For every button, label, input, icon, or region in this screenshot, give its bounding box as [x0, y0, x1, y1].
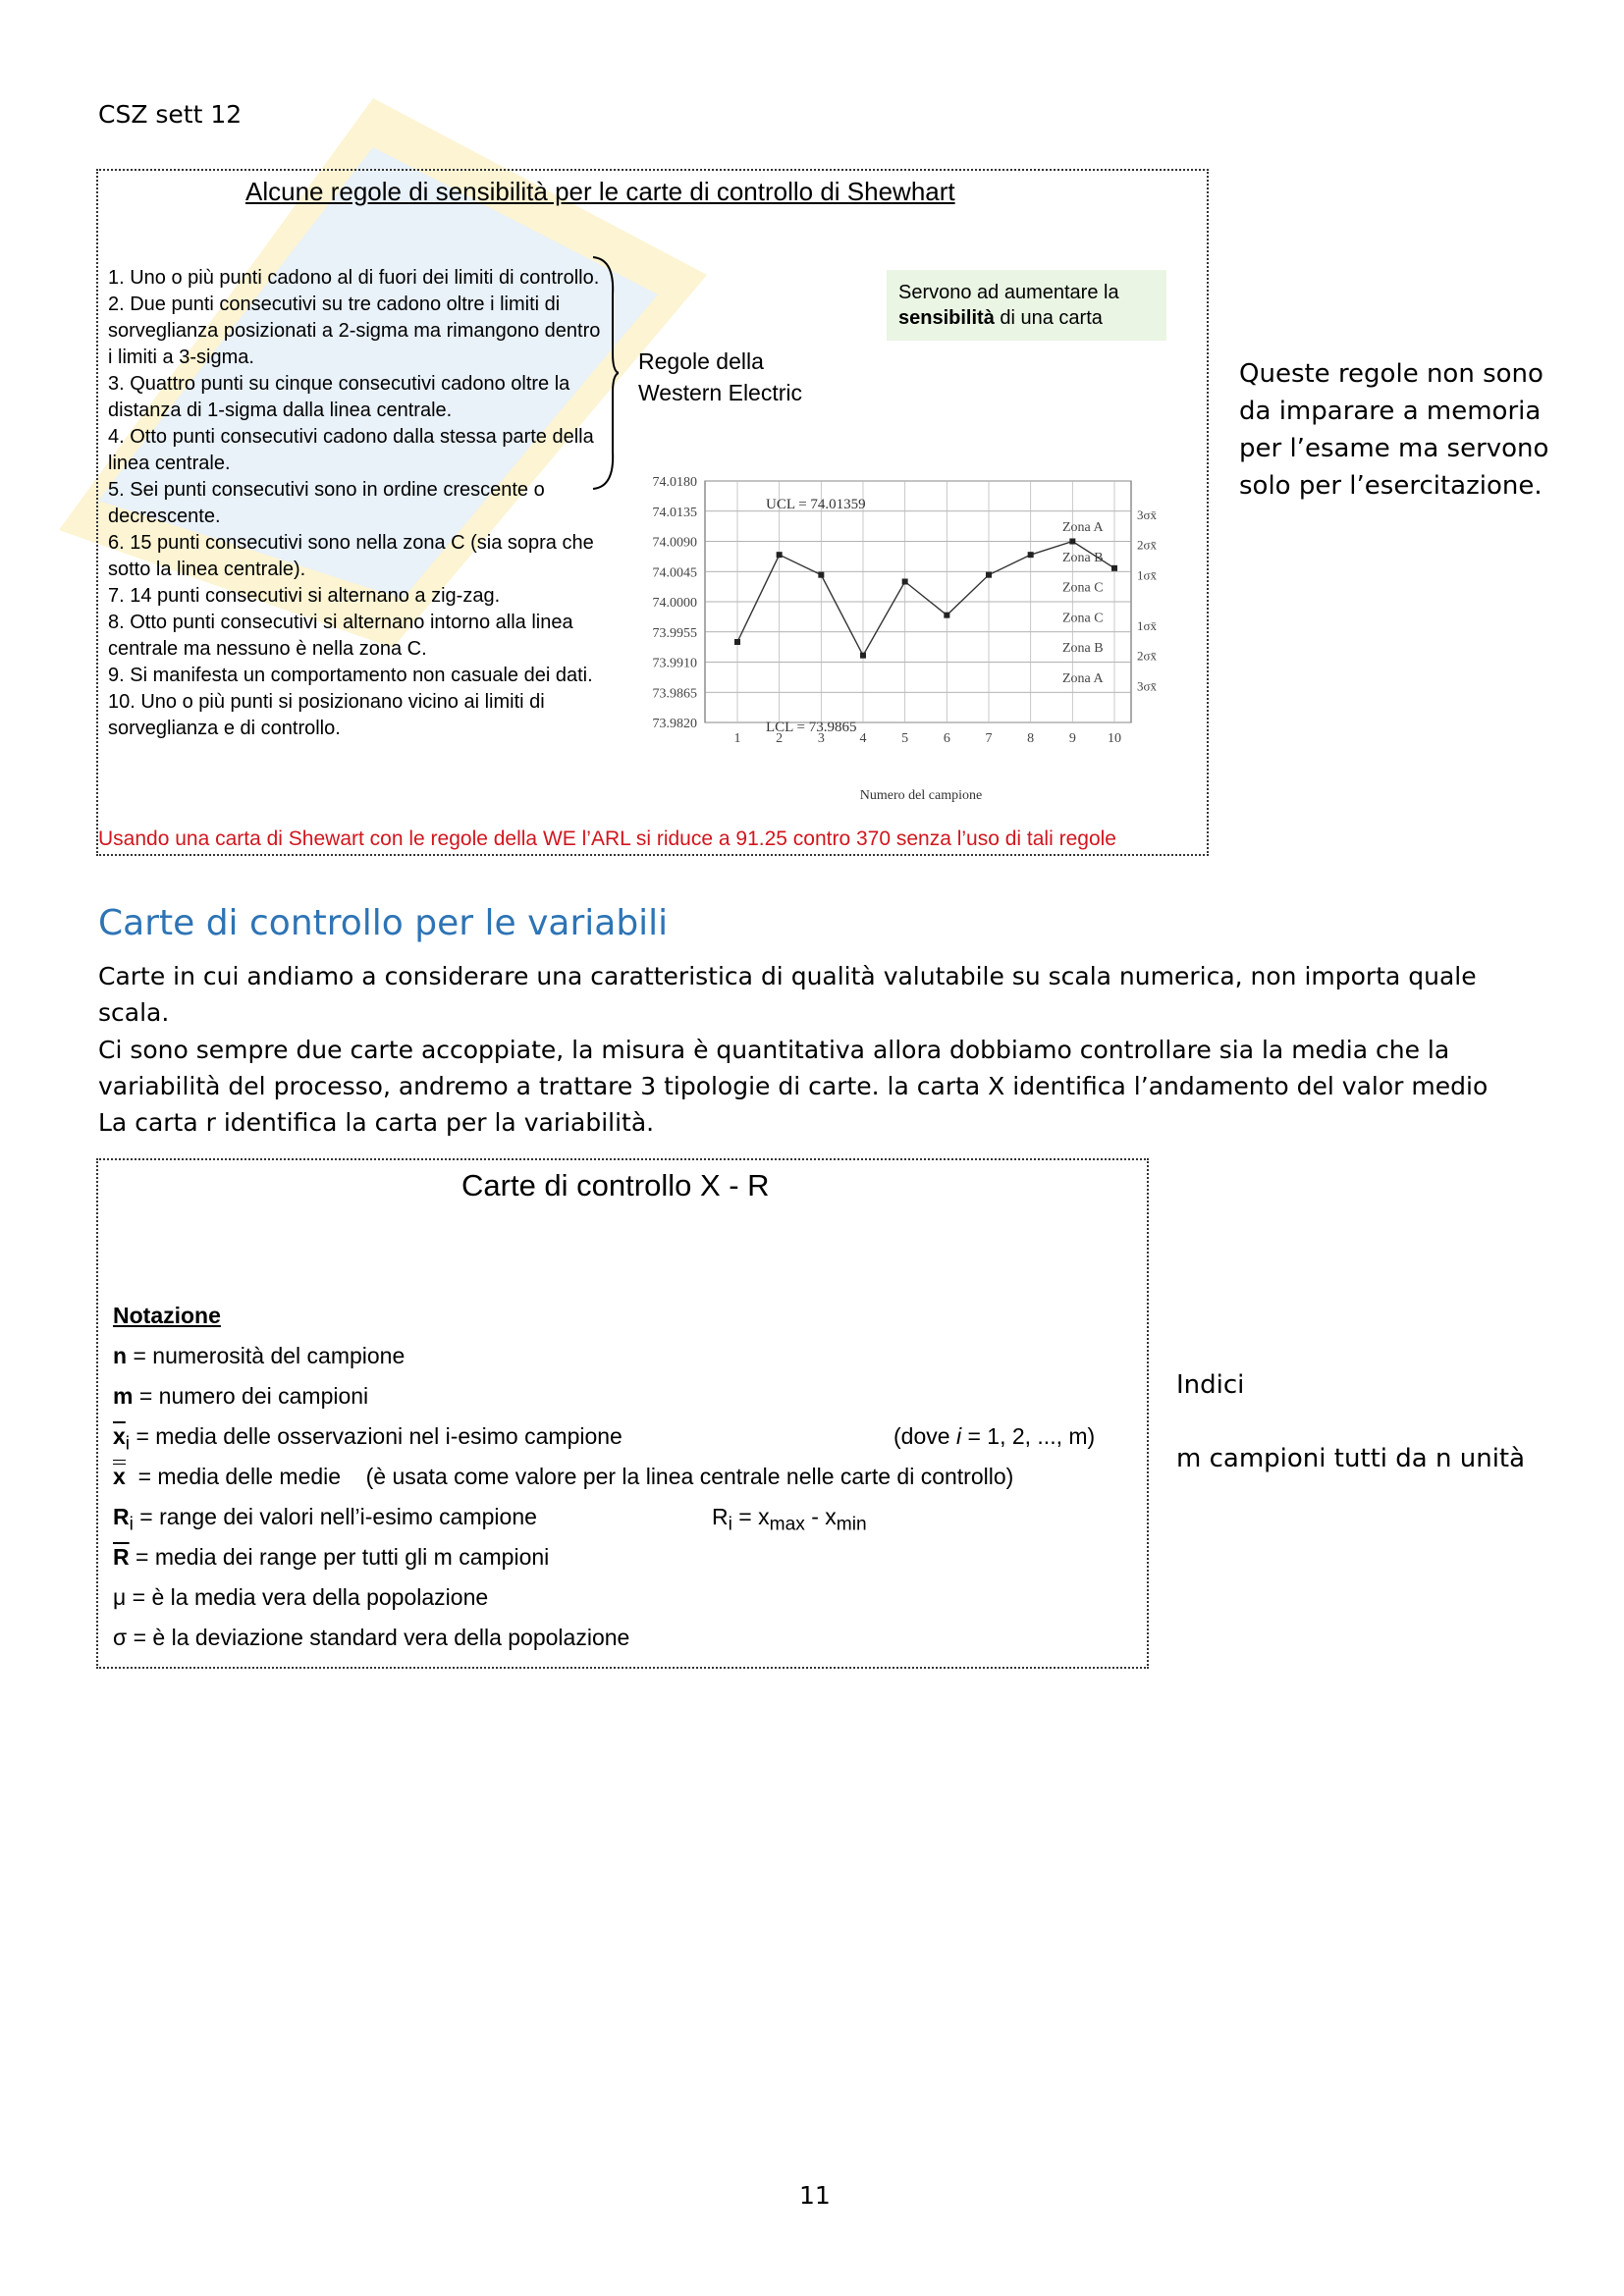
zone-label: Zona C — [1062, 580, 1104, 596]
data-point — [986, 572, 992, 578]
index-range-text: = 1, 2, ..., m) — [961, 1423, 1096, 1449]
we-line1: Regole della — [638, 348, 764, 374]
symbol-n: n — [113, 1343, 128, 1368]
chart-sigma-labels — [1137, 507, 1158, 694]
notation-row — [113, 1416, 1144, 1457]
x-tick-label: 5 — [901, 731, 909, 746]
formula-part: - x — [804, 1504, 837, 1529]
sensitivity-note — [887, 270, 1166, 341]
rule-item: 3. Quattro punti su cinque consecutivi cadono oltre la distanza di 1-sigma dalla linea centrale. — [108, 373, 570, 421]
y-tick-label: 73.9955 — [652, 625, 697, 641]
western-electric-label — [638, 346, 802, 408]
control-chart — [628, 476, 1208, 810]
y-tick-label: 73.9820 — [652, 717, 697, 731]
rule-item: 4. Otto punti consecutivi cadono dalla stessa parte della linea centrale. — [108, 426, 594, 474]
definition-text: = è la media vera della popolazione — [126, 1584, 489, 1610]
arl-note: Usando una carta di Shewart con le regole della WE l’ARL si riduce a 91.25 contro 370 senza l’uso di tali regole — [98, 828, 1116, 850]
chart-y-ticks — [653, 476, 698, 731]
sigma-label: 3σx̄ — [1137, 678, 1158, 694]
page-number: 11 — [799, 2181, 831, 2210]
note-bold: sensibilità — [898, 307, 995, 329]
subscript: i — [129, 1514, 134, 1535]
x-tick-label: 3 — [817, 731, 825, 746]
y-tick-label: 74.0180 — [652, 476, 697, 490]
zone-label: Zona A — [1062, 520, 1104, 536]
chart-grid — [705, 481, 1131, 722]
definition-text: = media delle osservazioni nel i-esimo campione — [130, 1423, 623, 1449]
x-tick-label: 8 — [1027, 731, 1035, 746]
y-tick-label: 74.0135 — [652, 505, 697, 520]
formula-part: = x — [731, 1504, 770, 1529]
zone-label: Zona C — [1062, 611, 1104, 626]
data-point — [902, 579, 908, 585]
formula-part: max — [769, 1514, 805, 1535]
x-tick-label: 2 — [776, 731, 784, 746]
symbol-mu: μ — [113, 1584, 127, 1610]
notation-row — [113, 1618, 1144, 1658]
data-point — [734, 639, 740, 645]
data-point — [1111, 565, 1117, 571]
sigma-label: 2σx̄ — [1137, 537, 1158, 553]
rule-item: 6. 15 punti consecutivi sono nella zona C (sia sopra che sotto la linea centrale). — [108, 532, 594, 580]
brace-icon — [589, 255, 619, 491]
x-tick-label: 7 — [985, 731, 993, 746]
zone-label: Zona B — [1062, 550, 1104, 565]
chart-zone-labels — [1062, 520, 1104, 686]
sigma-label: 1σx̄ — [1137, 617, 1158, 633]
notation-row — [113, 1457, 1144, 1497]
symbol-r-bar: $\overline{R}$ — [113, 1544, 130, 1570]
subscript: i — [125, 1433, 131, 1455]
formula-part: R — [712, 1504, 729, 1529]
index-range — [893, 1416, 1095, 1457]
notation-row — [113, 1336, 1144, 1376]
rules-list — [108, 265, 609, 742]
lcl-label: LCL = 73.9865 — [766, 720, 857, 735]
definition-text: = numerosità del campione — [127, 1343, 406, 1368]
y-tick-label: 73.9865 — [652, 686, 697, 702]
x-tick-label: 10 — [1108, 731, 1121, 746]
definition-text: = media delle medie (è usata come valore per la linea centrale nelle carte di controllo) — [125, 1464, 1014, 1489]
notation-heading: Notazione — [113, 1303, 221, 1328]
index-range-text: i — [955, 1423, 962, 1449]
data-point — [818, 572, 824, 578]
data-point — [944, 613, 949, 618]
formula-part: i — [728, 1514, 732, 1535]
index-range-text: (dove — [893, 1423, 956, 1449]
symbol-sigma: σ — [113, 1625, 128, 1650]
note-suffix: di una carta — [994, 307, 1103, 329]
section-paragraph-2 — [98, 1032, 1542, 1141]
ucl-label: UCL = 74.01359 — [766, 497, 866, 512]
x-tick-label: 6 — [943, 731, 950, 746]
definition-text: = è la deviazione standard vera della popolazione — [127, 1625, 630, 1650]
side-note-campioni: m campioni tutti da n unità — [1176, 1444, 1526, 1473]
data-point — [777, 552, 783, 558]
x-tick-label: 4 — [859, 731, 867, 746]
data-point — [860, 653, 866, 659]
side-note-indici: Indici — [1176, 1370, 1245, 1400]
data-point — [1028, 552, 1034, 558]
definition-text: = numero dei campioni — [133, 1383, 369, 1409]
y-tick-label: 74.0000 — [652, 596, 697, 611]
page-header: CSZ sett 12 — [98, 100, 243, 129]
paragraph-line: variabilità del processo, andremo a trattare 3 tipologie di carte. la carta X identifica l’andamento del valor medio — [98, 1072, 1489, 1100]
side-note-rules: Queste regole non sono da imparare a memoria per l’esame ma servono solo per l’esercitazione. — [1239, 359, 1549, 501]
data-series-line — [737, 542, 1114, 656]
data-point — [1069, 539, 1075, 545]
zone-label: Zona A — [1062, 670, 1104, 686]
figure1-title: Alcune regole di sensibilità per le carte di controllo di Shewhart — [245, 177, 955, 206]
notation-list — [113, 1296, 1144, 1658]
symbol-x-double-bar: x — [113, 1457, 126, 1497]
sigma-label: 3σx̄ — [1137, 507, 1158, 522]
rule-item: 2. Due punti consecutivi su tre cadono oltre i limiti di sorveglianza posizionati a 2-sigma ma rimangono dentro i limiti a 3-sigma. — [108, 294, 601, 368]
rule-item: 9. Si manifesta un comportamento non casuale dei dati. — [108, 665, 593, 686]
y-tick-label: 73.9910 — [652, 656, 697, 671]
x-tick-label: 1 — [733, 731, 741, 746]
zone-label: Zona B — [1062, 641, 1104, 657]
y-tick-label: 74.0090 — [652, 535, 697, 551]
rule-item: 5. Sei punti consecutivi sono in ordine crescente o decrescente. — [108, 479, 545, 527]
symbol-r-i: R — [113, 1504, 130, 1529]
section-title: Carte di controllo per le variabili — [98, 903, 669, 943]
definition-text: = media dei range per tutti gli m campioni — [129, 1544, 550, 1570]
sigma-label: 2σx̄ — [1137, 648, 1158, 664]
rule-item: 7. 14 punti consecutivi si alternano a zig-zag. — [108, 585, 501, 607]
note-prefix: Servono ad aumentare la — [898, 282, 1119, 303]
figure2-title: Carte di controllo X - R — [461, 1168, 770, 1202]
y-tick-label: 74.0045 — [652, 565, 697, 581]
formula-part: min — [836, 1514, 867, 1535]
rule-item: 10. Uno o più punti si posizionano vicino ai limiti di sorveglianza e di controllo. — [108, 691, 545, 739]
notation-row — [113, 1376, 1144, 1416]
definition-text: = range dei valori nell’i-esimo campione — [133, 1504, 537, 1529]
sigma-label: 1σx̄ — [1137, 567, 1158, 583]
x-tick-label: 9 — [1068, 731, 1076, 746]
x-axis-label: Numero del campione — [859, 788, 983, 803]
we-line2: Western Electric — [638, 380, 803, 405]
symbol-x-bar-i: $\overline{x}$ — [113, 1423, 126, 1449]
paragraph-line: Ci sono sempre due carte accoppiate, la misura è quantitativa allora dobbiamo controllare sia la media che la — [98, 1036, 1450, 1064]
symbol-m: m — [113, 1383, 134, 1409]
notation-row — [113, 1577, 1144, 1618]
rule-item: 8. Otto punti consecutivi si alternano intorno alla linea centrale ma nessuno è nella zona C. — [108, 612, 573, 660]
notation-row — [113, 1537, 1144, 1577]
notation-row — [113, 1497, 1144, 1537]
rule-item: 1. Uno o più punti cadono al di fuori dei limiti di controllo. — [108, 267, 600, 289]
paragraph-line: La carta r identifica la carta per la variabilità. — [98, 1108, 655, 1137]
section-paragraph-1: Carte in cui andiamo a considerare una caratteristica di qualità valutabile su scala numerica, non importa quale scala. — [98, 962, 1477, 1027]
